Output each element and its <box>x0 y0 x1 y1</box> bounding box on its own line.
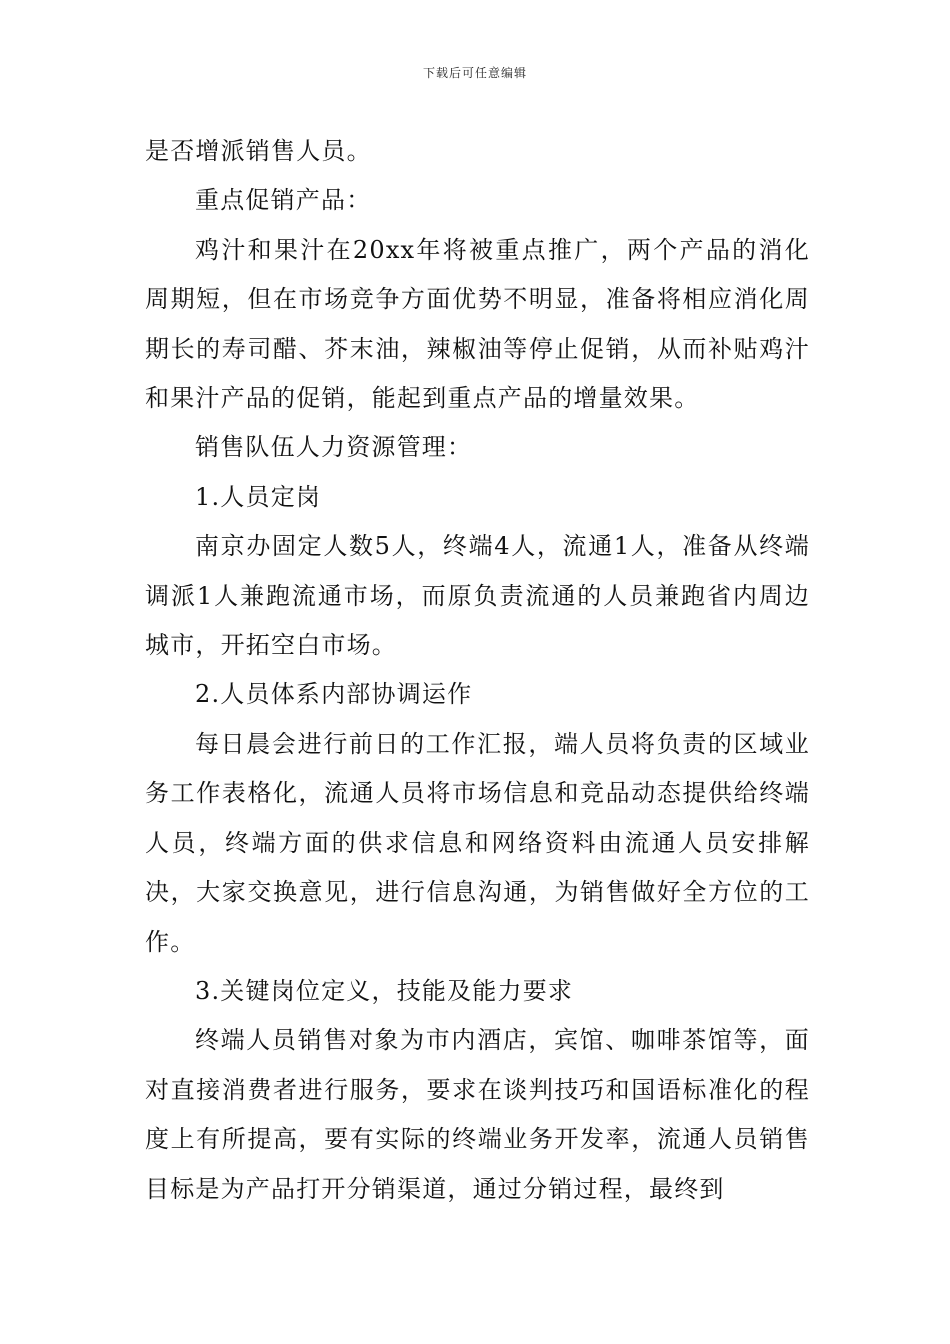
subsection-heading: 3.关键岗位定义，技能及能力要求 <box>195 976 574 1005</box>
subsection-heading: 1.人员定岗 <box>195 482 322 511</box>
section-heading: 销售队伍人力资源管理： <box>195 433 473 462</box>
paragraph: 南京办固定人数5人，终端4人，流通1人，准备从终端调派1人兼跑流通市场，而原负责流通的人员兼跑省内周边城市，开拓空白市场。 <box>145 532 810 660</box>
paragraph: 鸡汁和果汁在20xx年将被重点推广，两个产品的消化周期短，但在市场竞争方面优势不明显，准备将相应消化周期长的寿司醋、芥末油，辣椒油等停止促销，从而补贴鸡汁和果汁产品的促销，能起到重点产品的增量效果。 <box>145 235 810 413</box>
subsection-heading: 2.人员体系内部协调运作 <box>195 680 473 709</box>
section-heading: 重点促销产品： <box>195 186 372 215</box>
document-body <box>145 127 810 1214</box>
page-header: 下载后可任意编辑 <box>422 66 527 80</box>
paragraph: 是否增派销售人员。 <box>145 137 372 165</box>
paragraph: 终端人员销售对象为市内酒店，宾馆、咖啡茶馆等，面对直接消费者进行服务，要求在谈判技巧和国语标准化的程度上有所提高，要有实际的终端业务开发率，流通人员销售目标是为产品打开分销渠道，通过分销过程，最终到 <box>145 1026 810 1203</box>
paragraph: 每日晨会进行前日的工作汇报，端人员将负责的区域业务工作表格化，流通人员将市场信息和竞品动态提供给终端人员，终端方面的供求信息和网络资料由流通人员安排解决，大家交换意见，进行信息沟通，为销售做好全方位的工作。 <box>145 729 810 956</box>
